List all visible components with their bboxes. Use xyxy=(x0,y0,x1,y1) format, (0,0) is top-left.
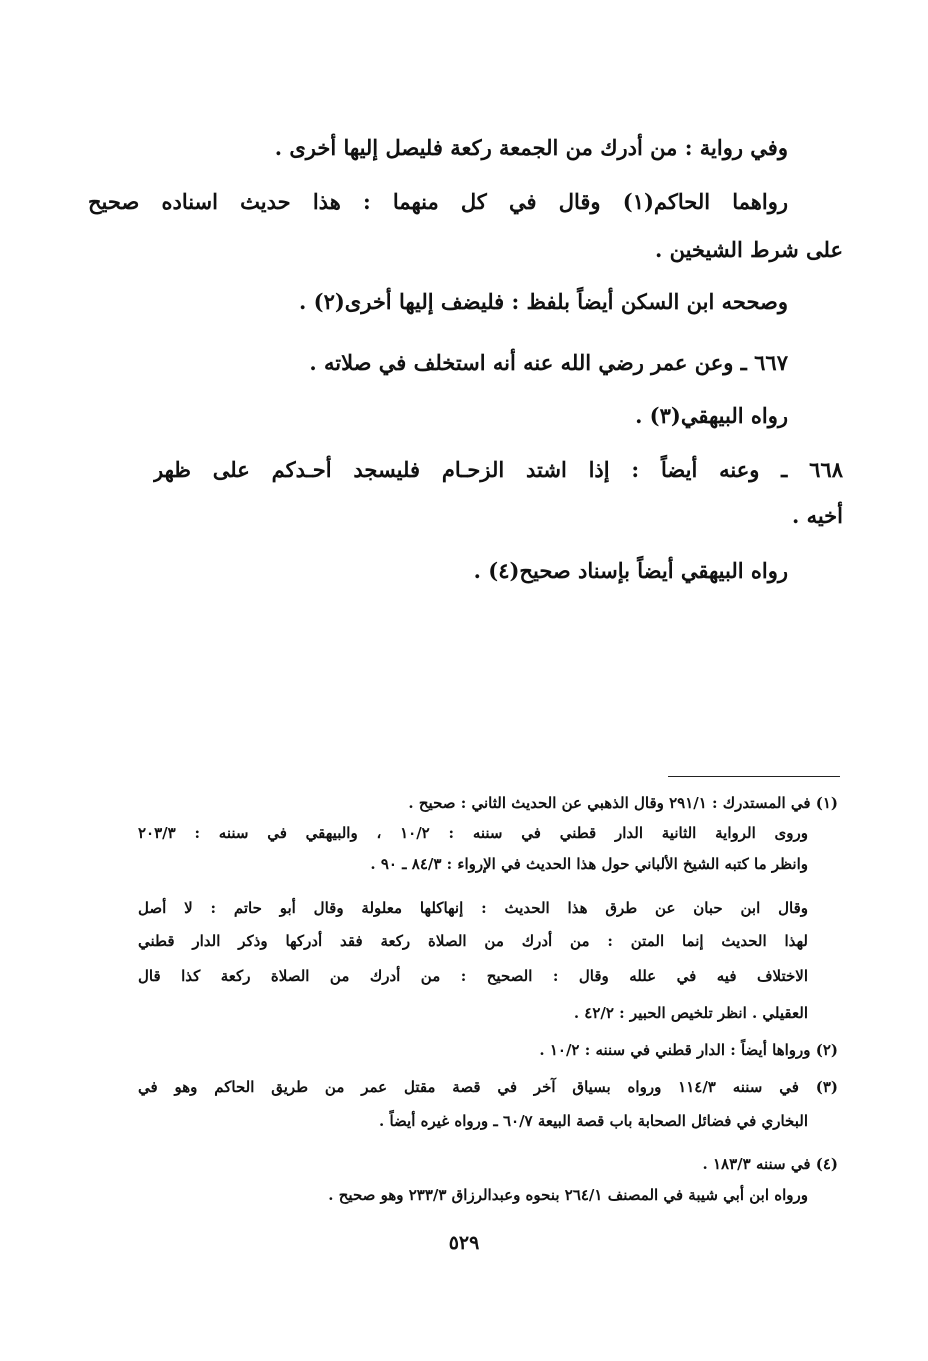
footnote-line: (٢) ورواها أيضاً : الدار قطني في سننه : ١٠/٢ . xyxy=(539,1041,838,1059)
footnote-line: وقال ابن حبان عن طرق هذا الحديث : إنهاكلها معلولة وقال أبو حاتم : لا أصل xyxy=(138,899,808,917)
main-line: رواه البيهقي(٣) . xyxy=(635,403,788,428)
footnote-rule xyxy=(668,776,840,777)
footnote-line: الاختلاف فيه في علله وقال : الصحيح : من أدرك من الصلاة ركعة كذا قال xyxy=(138,967,808,985)
main-line: على شرط الشيخين . xyxy=(654,237,843,262)
footnote-line: (١) في المستدرك : ٢٩١/١ وقال الذهبي عن الحديث الثاني : صحيح . xyxy=(408,794,838,812)
footnote-line: (٣) في سننه ١١٤/٣ ورواه بسياق آخر في قصة مقتل عمر من طريق الحاكم وهو في xyxy=(138,1078,838,1096)
main-line: رواه البيهقي أيضاً بإسناد صحيح(٤) . xyxy=(473,558,788,583)
footnote-line: ورواه ابن أبي شيبة في المصنف ٢٦٤/١ بنحوه وعبدالرزاق ٢٣٣/٣ وهو صحيح . xyxy=(328,1186,808,1204)
main-line: أخيه . xyxy=(791,503,843,528)
footnote-line: لهذا الحديث إنما المتن : من أدرك من الصلاة ركعة فقد أدركها وذكر الدار قطني xyxy=(138,932,808,950)
footnote-line: العقيلي . انظر تلخيص الحبير : ٤٢/٢ . xyxy=(573,1004,808,1022)
main-line: وفي رواية : من أدرك من الجمعة ركعة فليصل إليها أخرى . xyxy=(274,135,788,160)
main-line: ٦٦٨ ـ وعنه أيضاً : إذا اشتد الزحـام فليسجد أحـدكم على ظهر xyxy=(153,457,843,482)
page-number: ٥٢٩ xyxy=(448,1232,480,1254)
main-line: وصححه ابن السكن أيضاً بلفظ : فليضف إليها أخرى(٢) . xyxy=(299,289,788,314)
footnote-line: (٤) في سننه ١٨٣/٣ . xyxy=(702,1155,838,1173)
footnote-line: البخاري في فضائل الصحابة باب قصة البيعة ٦٠/٧ ـ ورواه غيره أيضاً . xyxy=(379,1112,808,1130)
main-line: ٦٦٧ ـ وعن عمر رضي الله عنه أنه استخلف في صلاته . xyxy=(309,350,788,375)
main-line: رواهما الحاكم(١) وقال في كل منهما : هذا حديث اسناده صحيح xyxy=(88,189,788,214)
footnote-line: وانظر ما كتبه الشيخ الألباني حول هذا الحديث في الإرواء : ٨٤/٣ ـ ٩٠ . xyxy=(370,855,808,873)
footnote-line: وروى الرواية الثانية الدار قطني في سننه : ١٠/٢ ، والبيهقي في سننه : ٢٠٣/٣ xyxy=(138,824,808,842)
